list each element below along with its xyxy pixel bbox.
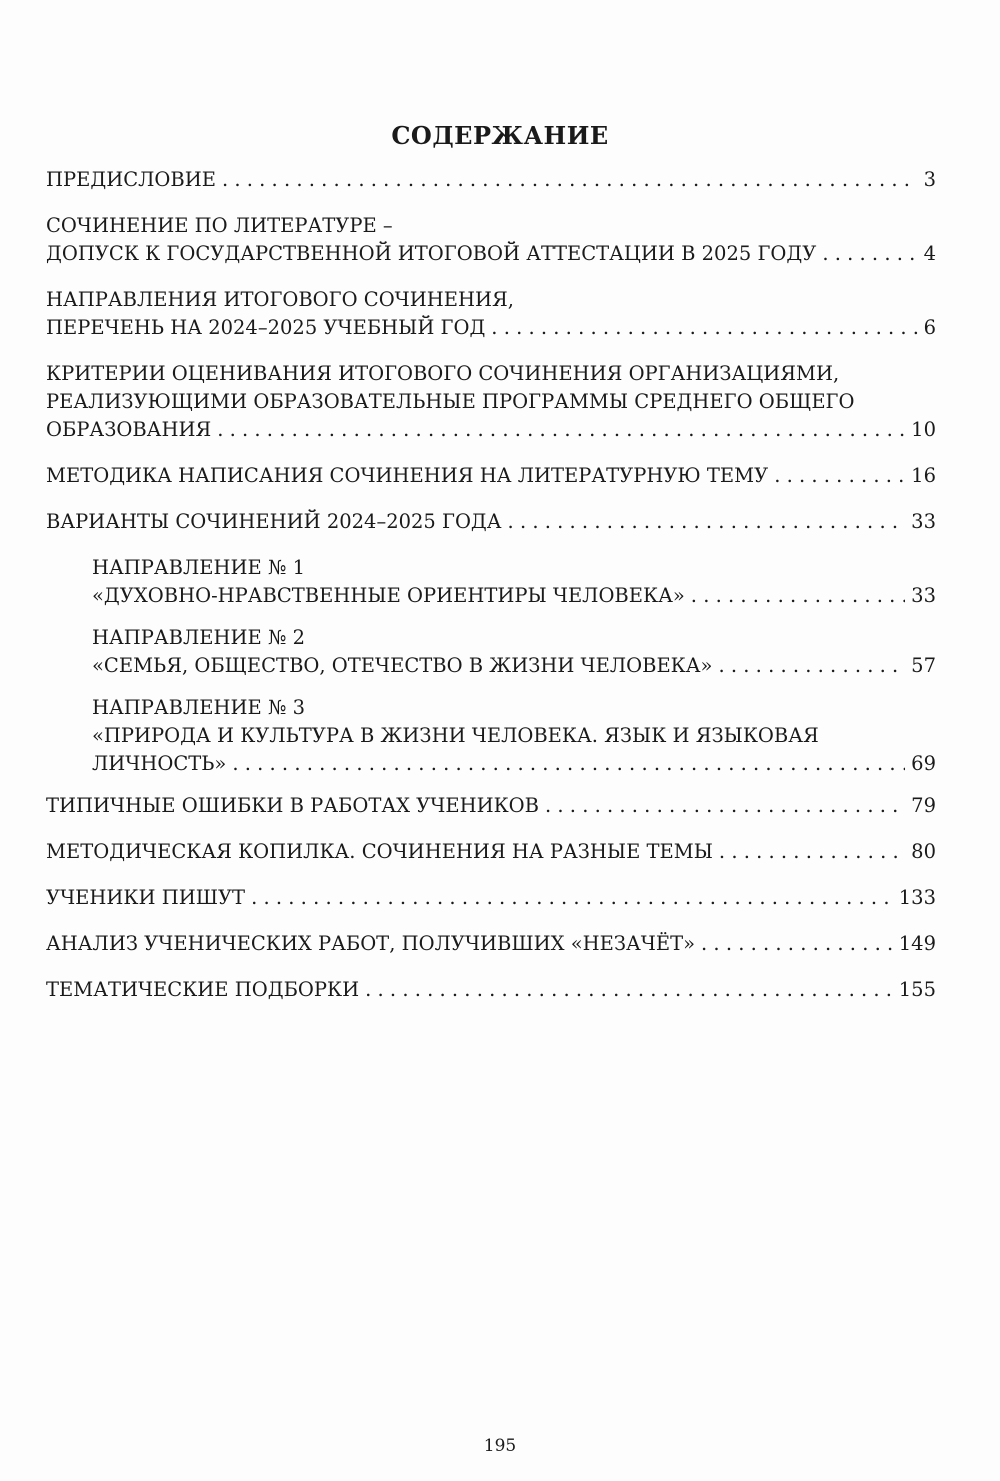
dot-leader bbox=[719, 838, 905, 866]
dot-leader bbox=[365, 976, 893, 1004]
toc-entry-title: МЕТОДИКА НАПИСАНИЯ СОЧИНЕНИЯ НА ЛИТЕРАТУРНУЮ ТЕМУ bbox=[46, 464, 769, 487]
toc-entry-last-line bbox=[92, 582, 936, 610]
toc-entry-title: ДОПУСК К ГОСУДАРСТВЕННОЙ ИТОГОВОЙ АТТЕСТАЦИИ В 2025 ГОДУ bbox=[46, 242, 817, 265]
toc-entry-page: 10 bbox=[911, 418, 936, 441]
toc-entry-line: СОЧИНЕНИЕ ПО ЛИТЕРАТУРЕ – bbox=[46, 214, 393, 237]
toc-entry-title: ПЕРЕЧЕНЬ НА 2024–2025 УЧЕБНЫЙ ГОД bbox=[46, 316, 486, 339]
toc-entry-page: 16 bbox=[911, 464, 936, 487]
toc-entry-line: «ПРИРОДА И КУЛЬТУРА В ЖИЗНИ ЧЕЛОВЕКА. ЯЗЫК И ЯЗЫКОВАЯ bbox=[92, 724, 819, 747]
toc-entry bbox=[46, 462, 936, 490]
toc-entry bbox=[46, 624, 936, 680]
dot-leader bbox=[701, 930, 893, 958]
toc-entry-title: ТЕМАТИЧЕСКИЕ ПОДБОРКИ bbox=[46, 978, 360, 1001]
toc-entry-page: 33 bbox=[911, 584, 936, 607]
toc-entry-last-line bbox=[46, 314, 936, 342]
toc-entry-line: РЕАЛИЗУЮЩИМИ ОБРАЗОВАТЕЛЬНЫЕ ПРОГРАММЫ СРЕДНЕГО ОБЩЕГО bbox=[46, 390, 855, 413]
toc-entry-page: 3 bbox=[923, 168, 936, 191]
dot-leader bbox=[822, 240, 917, 268]
toc-entry-title: ПРЕДИСЛОВИЕ bbox=[46, 168, 216, 191]
dot-leader bbox=[691, 582, 905, 610]
toc-entry-page: 33 bbox=[911, 510, 936, 533]
dot-leader bbox=[491, 314, 917, 342]
toc-entry bbox=[46, 976, 936, 1004]
table-of-contents bbox=[46, 166, 936, 1022]
toc-entry-title: ТИПИЧНЫЕ ОШИБКИ В РАБОТАХ УЧЕНИКОВ bbox=[46, 794, 539, 817]
toc-entry-page: 79 bbox=[911, 794, 936, 817]
toc-entry-last-line bbox=[46, 884, 936, 912]
toc-entry-title: МЕТОДИЧЕСКАЯ КОПИЛКА. СОЧИНЕНИЯ НА РАЗНЫЕ ТЕМЫ bbox=[46, 840, 713, 863]
toc-entry bbox=[46, 792, 936, 820]
toc-entry-title: ВАРИАНТЫ СОЧИНЕНИЙ 2024–2025 ГОДА bbox=[46, 510, 502, 533]
toc-entry-last-line bbox=[46, 792, 936, 820]
toc-entry-title: «СЕМЬЯ, ОБЩЕСТВО, ОТЕЧЕСТВО В ЖИЗНИ ЧЕЛОВЕКА» bbox=[92, 654, 713, 677]
toc-entry-page: 155 bbox=[898, 978, 936, 1001]
toc-entry bbox=[46, 884, 936, 912]
toc-entry bbox=[46, 360, 936, 444]
toc-entry bbox=[46, 166, 936, 194]
toc-entry bbox=[46, 838, 936, 866]
toc-entry bbox=[46, 508, 936, 536]
toc-entry-line: НАПРАВЛЕНИЕ № 2 bbox=[92, 626, 306, 649]
toc-entry-page: 149 bbox=[898, 932, 936, 955]
toc-entry-title: ОБРАЗОВАНИЯ bbox=[46, 418, 212, 441]
toc-entry-line: НАПРАВЛЕНИЕ № 1 bbox=[92, 556, 306, 579]
toc-entry-page: 4 bbox=[923, 242, 936, 265]
toc-entry-page: 133 bbox=[898, 886, 936, 909]
toc-entry-page: 57 bbox=[911, 654, 936, 677]
page-title: СОДЕРЖАНИЕ bbox=[391, 121, 609, 150]
toc-entry-title: ЛИЧНОСТЬ» bbox=[92, 752, 227, 775]
toc-entry-line: КРИТЕРИИ ОЦЕНИВАНИЯ ИТОГОВОГО СОЧИНЕНИЯ ОРГАНИЗАЦИЯМИ, bbox=[46, 362, 840, 385]
toc-entry-line: НАПРАВЛЕНИЯ ИТОГОВОГО СОЧИНЕНИЯ, bbox=[46, 288, 514, 311]
dot-leader bbox=[222, 166, 918, 194]
toc-entry-last-line bbox=[46, 976, 936, 1004]
dot-leader bbox=[217, 416, 905, 444]
toc-entry-last-line bbox=[92, 652, 936, 680]
toc-entry-last-line bbox=[92, 750, 936, 778]
page-number: 195 bbox=[483, 1436, 517, 1456]
toc-entry-last-line bbox=[46, 240, 936, 268]
toc-entry-last-line bbox=[46, 838, 936, 866]
toc-entry bbox=[46, 554, 936, 610]
dot-leader bbox=[508, 508, 906, 536]
toc-entry-page: 80 bbox=[911, 840, 936, 863]
toc-entry-last-line bbox=[46, 166, 936, 194]
toc-entry-last-line bbox=[46, 930, 936, 958]
dot-leader bbox=[545, 792, 905, 820]
toc-entry-last-line bbox=[46, 508, 936, 536]
toc-entry-title: АНАЛИЗ УЧЕНИЧЕСКИХ РАБОТ, ПОЛУЧИВШИХ «НЕЗАЧЁТ» bbox=[46, 932, 696, 955]
dot-leader bbox=[251, 884, 893, 912]
toc-entry bbox=[46, 930, 936, 958]
dot-leader bbox=[718, 652, 905, 680]
toc-entry-page: 69 bbox=[911, 752, 936, 775]
dot-leader bbox=[774, 462, 905, 490]
toc-entry-last-line bbox=[46, 416, 936, 444]
dot-leader bbox=[232, 750, 905, 778]
toc-entry bbox=[46, 694, 936, 778]
toc-entry bbox=[46, 286, 936, 342]
toc-entry-last-line bbox=[46, 462, 936, 490]
toc-entry-title: «ДУХОВНО-НРАВСТВЕННЫЕ ОРИЕНТИРЫ ЧЕЛОВЕКА» bbox=[92, 584, 685, 607]
toc-entry-line: НАПРАВЛЕНИЕ № 3 bbox=[92, 696, 306, 719]
toc-entry-page: 6 bbox=[923, 316, 936, 339]
toc-entry-title: УЧЕНИКИ ПИШУТ bbox=[46, 886, 246, 909]
toc-entry bbox=[46, 212, 936, 268]
